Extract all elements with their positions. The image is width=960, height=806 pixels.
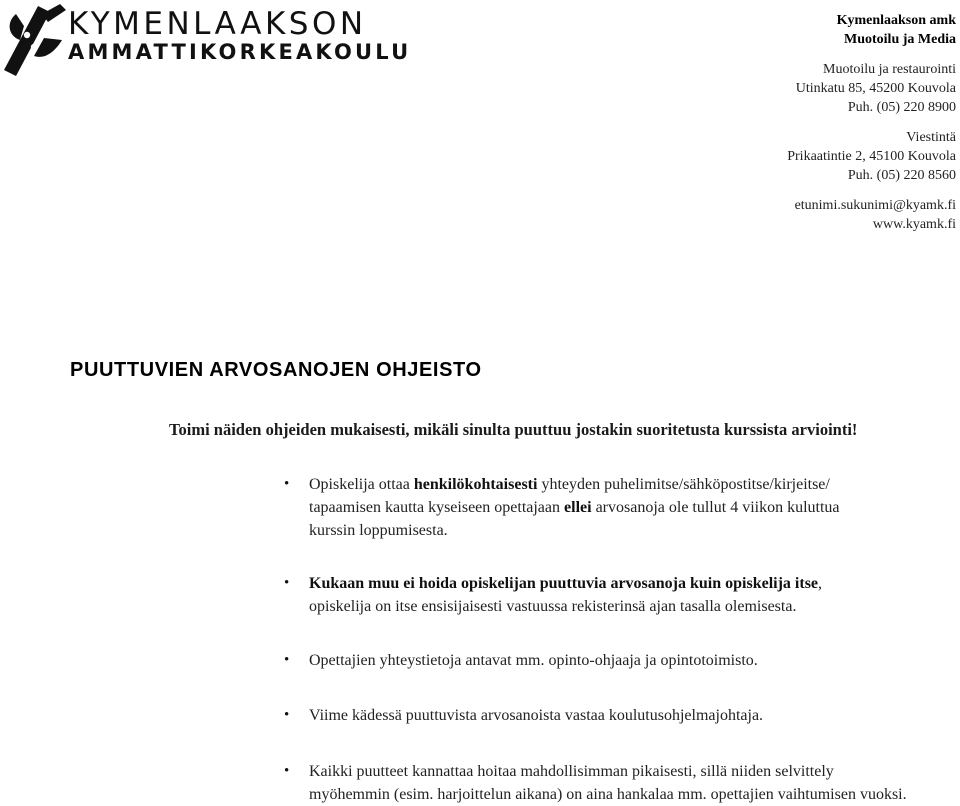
list-item: • Opiskelija ottaa henkilökohtaisesti yhteyden puhelimitse/sähköpostitse/kirjeitse/ tapaamisen kautta kyseiseen opettajaan ellei arvosanoja ole tullut 4 viikon kuluttua kurssin loppumisesta. — [309, 473, 949, 542]
bullet-icon: • — [284, 707, 290, 723]
contact-unit1-name: Muotoilu ja restaurointi — [823, 62, 956, 77]
bullet-icon: • — [284, 575, 290, 591]
contact-dept: Muotoilu ja Media — [844, 32, 956, 47]
contact-unit2-phone: Puh. (05) 220 8560 — [847, 168, 956, 183]
list-item: • Opettajien yhteystietoja antavat mm. opinto-ohjaaja ja opintotoimisto. — [309, 649, 949, 672]
bullet-icon: • — [284, 652, 290, 668]
contact-org: Kymenlaakson amk — [836, 13, 956, 28]
intro-text: Toimi näiden ohjeiden mukaisesti, mikäli sinulta puuttuu jostakin suoritetusta kurssista arviointi! — [169, 420, 858, 439]
contact-email: etunimi.sukunimi@kyamk.fi — [794, 198, 956, 213]
page-title: PUUTTUVIEN ARVOSANOJEN OHJEISTO — [70, 359, 482, 381]
list-item: • Viime kädessä puuttuvista arvosanoista vastaa koulutusohjelmajohtaja. — [309, 704, 949, 727]
contact-web: www.kyamk.fi — [872, 217, 956, 232]
contact-unit2-name: Viestintä — [906, 130, 956, 145]
contact-unit2-address: Prikaatintie 2, 45100 Kouvola — [787, 149, 956, 164]
list-item: • Kukaan muu ei hoida opiskelijan puuttuvia arvosanoja kuin opiskelija itse, opiskelija on itse ensisijaisesti vastuussa rekisterinsä ajan tasalla olemisesta. — [309, 572, 949, 618]
bullet-icon: • — [284, 763, 290, 779]
logo-wordmark-line2: AMMATTIKORKEAKOULU — [68, 40, 412, 64]
bullet-icon: • — [284, 476, 290, 492]
contact-unit1-phone: Puh. (05) 220 8900 — [847, 100, 956, 115]
list-item: • Kaikki puutteet kannattaa hoitaa mahdollisimman pikaisesti, sillä niiden selvittely myöhemmin (esim. harjoittelun aikana) on aina hankalaa mm. opettajien vaihtumisen vuoksi. — [309, 760, 949, 806]
contact-unit1-address: Utinkatu 85, 45200 Kouvola — [795, 81, 956, 96]
logo-wordmark-line1: KYMENLAAKSON — [68, 6, 367, 42]
